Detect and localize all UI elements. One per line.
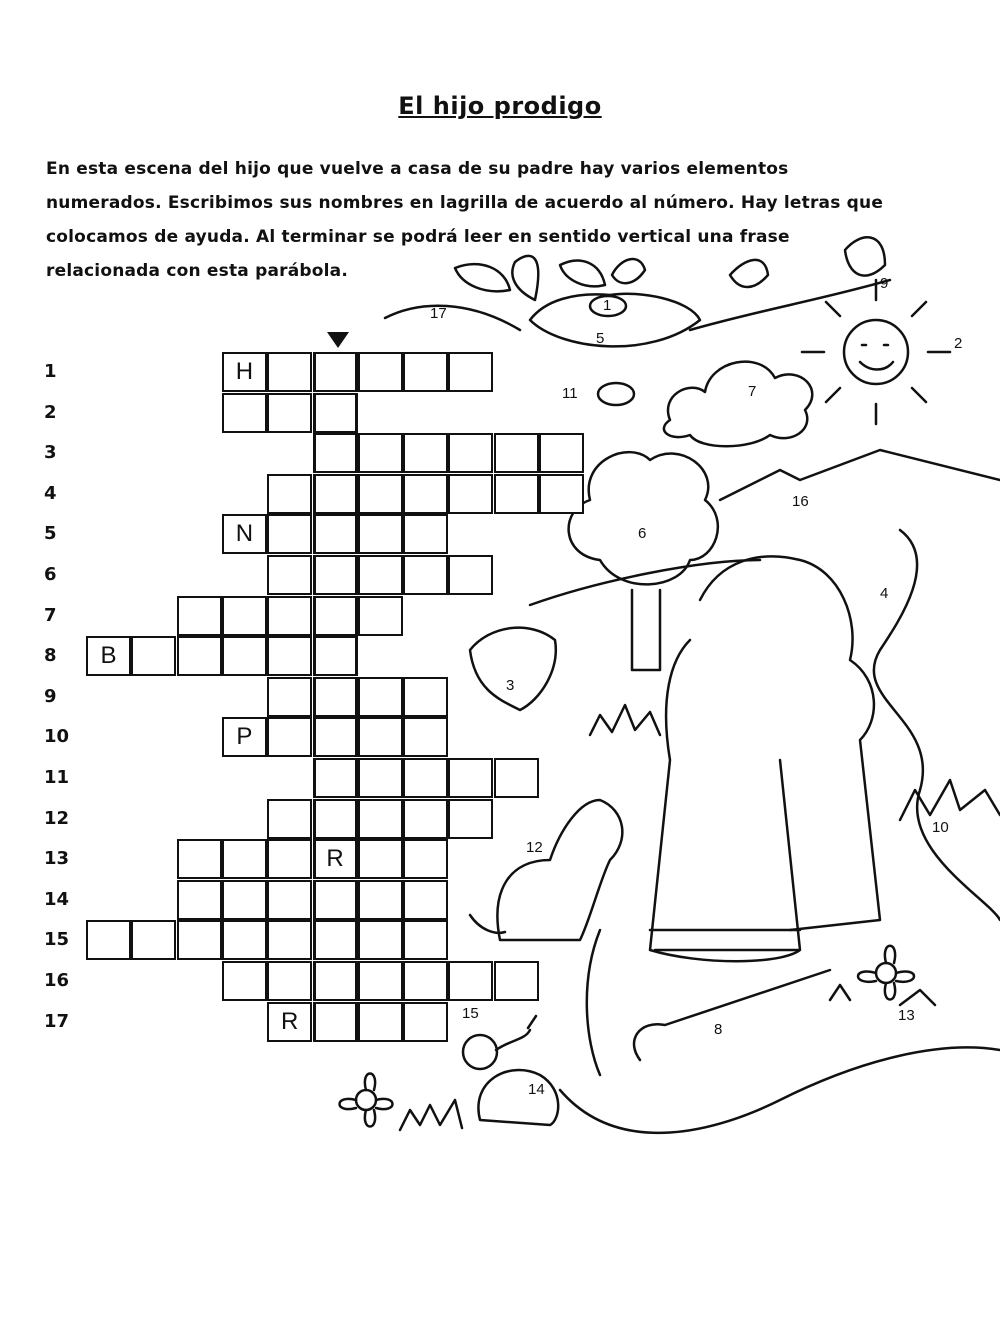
crossword-cell[interactable] — [358, 758, 403, 798]
crossword-cell[interactable] — [222, 920, 267, 960]
nest-icon — [530, 294, 700, 347]
crossword-cell[interactable] — [494, 433, 539, 473]
key-column-cell[interactable] — [313, 555, 358, 595]
crossword-cell[interactable] — [267, 839, 312, 879]
crossword-cell[interactable] — [267, 880, 312, 920]
hint-letter-cell[interactable]: R — [267, 1002, 312, 1042]
cloud-icon — [664, 362, 812, 447]
grass-icon — [900, 780, 1000, 820]
scene-label: 15 — [462, 1005, 479, 1022]
scene-label: 6 — [638, 525, 647, 542]
crossword-cell[interactable] — [358, 839, 403, 879]
crossword-cell[interactable] — [539, 433, 584, 473]
crossword-cell[interactable] — [358, 474, 403, 514]
crossword-cell[interactable] — [222, 961, 267, 1001]
hint-letter-cell[interactable]: P — [222, 717, 267, 757]
crossword-cell[interactable] — [267, 596, 312, 636]
crossword-cell[interactable] — [358, 799, 403, 839]
crossword-cell[interactable] — [358, 961, 403, 1001]
crossword-cell[interactable] — [358, 433, 403, 473]
scene-label: 10 — [932, 819, 949, 836]
scene-label: 4 — [880, 585, 889, 602]
scene-label: 9 — [880, 275, 889, 292]
crossword-cell[interactable] — [539, 474, 584, 514]
key-column-cell[interactable] — [313, 880, 358, 920]
snail-icon — [463, 1035, 497, 1069]
crossword-cell[interactable] — [358, 880, 403, 920]
key-column-cell[interactable] — [313, 758, 358, 798]
crossword-cell[interactable] — [448, 758, 493, 798]
son-figure-icon — [700, 556, 880, 930]
scene-label: 16 — [792, 493, 809, 510]
grass-icon — [400, 1100, 462, 1130]
crossword-cell[interactable] — [403, 799, 448, 839]
crossword-cell[interactable] — [448, 474, 493, 514]
crossword-cell[interactable] — [448, 352, 493, 392]
key-column-cell[interactable] — [313, 393, 358, 433]
row-number: 11 — [44, 767, 70, 788]
crossword-cell[interactable] — [403, 1002, 448, 1042]
row-number: 9 — [44, 685, 57, 707]
crossword-cell[interactable] — [403, 839, 448, 879]
scene-label: 2 — [954, 335, 963, 352]
crossword-cell[interactable] — [267, 352, 312, 392]
scene-label: 17 — [430, 305, 447, 322]
leaf-icon — [512, 256, 538, 300]
staff-icon — [634, 970, 830, 1060]
instructions-line: relacionada con esta parábola. — [46, 261, 348, 281]
hint-letter-cell[interactable]: H — [222, 352, 267, 392]
crossword-cell[interactable] — [358, 717, 403, 757]
row-number: 4 — [44, 482, 57, 504]
instructions-line: numerados. Escribimos sus nombres en lagrilla de acuerdo al número. Hay letras que — [46, 193, 884, 213]
crossword-cell[interactable] — [448, 961, 493, 1001]
crossword-cell[interactable] — [267, 717, 312, 757]
crossword-cell[interactable] — [403, 920, 448, 960]
crossword-cell[interactable] — [222, 596, 267, 636]
crossword-cell[interactable] — [358, 677, 403, 717]
crossword-cell[interactable] — [403, 474, 448, 514]
crossword-cell[interactable] — [131, 636, 176, 676]
row-number: 2 — [44, 401, 57, 423]
row-number: 8 — [44, 645, 57, 667]
scene-label: 3 — [506, 677, 515, 694]
scene-label: 7 — [748, 383, 757, 400]
crossword-cell[interactable] — [267, 514, 312, 554]
row-number: 10 — [44, 726, 70, 748]
crossword-cell[interactable] — [177, 880, 222, 920]
key-column-cell[interactable] — [313, 717, 358, 757]
row-number: 12 — [44, 807, 70, 829]
crossword-cell[interactable] — [358, 555, 403, 595]
crossword-cell[interactable] — [403, 514, 448, 554]
key-column-cell[interactable] — [313, 433, 358, 473]
crossword-cell[interactable] — [267, 636, 312, 676]
flower-icon — [356, 1090, 376, 1110]
row-number: 17 — [44, 1010, 70, 1032]
crossword-cell[interactable] — [358, 514, 403, 554]
key-column-cell[interactable] — [313, 961, 358, 1001]
key-column-cell[interactable] — [313, 474, 358, 514]
crossword-cell[interactable] — [403, 352, 448, 392]
row-number: 16 — [44, 970, 70, 991]
crossword-cell[interactable] — [177, 636, 222, 676]
scene-label: 12 — [526, 839, 543, 856]
row-number: 15 — [44, 929, 70, 951]
crossword-cell[interactable] — [403, 433, 448, 473]
row-number: 5 — [44, 523, 57, 545]
row-number: 3 — [44, 442, 57, 464]
scene-label: 11 — [562, 385, 578, 402]
crossword-cell[interactable] — [267, 677, 312, 717]
leaf-icon — [612, 259, 645, 283]
row-number: 6 — [44, 564, 57, 585]
instructions-line: colocamos de ayuda. Al terminar se podrá leer en sentido vertical una frase — [46, 227, 790, 247]
crossword-cell[interactable] — [131, 920, 176, 960]
key-column-cell[interactable] — [313, 677, 358, 717]
crossword-cell[interactable] — [494, 758, 539, 798]
instructions-line: En esta escena del hijo que vuelve a casa de su padre hay varios elementos — [46, 159, 789, 179]
key-column-cell[interactable] — [313, 352, 358, 392]
crossword-cell[interactable] — [222, 839, 267, 879]
leaf-icon — [560, 261, 605, 287]
crossword-cell[interactable] — [403, 677, 448, 717]
crossword-cell[interactable] — [222, 393, 267, 433]
row-number: 1 — [44, 361, 57, 382]
scene-label: 5 — [596, 330, 605, 347]
scene-label: 8 — [714, 1021, 723, 1038]
branch-line-icon — [385, 306, 520, 330]
crossword-cell[interactable] — [358, 596, 403, 636]
scene-label: 1 — [603, 297, 612, 314]
crossword-cell[interactable] — [403, 717, 448, 757]
crossword-cell[interactable] — [403, 555, 448, 595]
crossword-cell[interactable] — [177, 920, 222, 960]
mountain-icon — [720, 450, 1000, 500]
crossword-cell[interactable] — [448, 799, 493, 839]
key-column-cell[interactable] — [313, 1002, 358, 1042]
crossword-cell[interactable] — [448, 433, 493, 473]
row-number: 13 — [44, 848, 70, 870]
sun-icon — [844, 320, 908, 384]
crossword-cell[interactable] — [267, 474, 312, 514]
rock-icon — [478, 1070, 558, 1125]
crossword-cell[interactable] — [403, 961, 448, 1001]
road-icon — [874, 530, 1000, 920]
leaf-icon — [845, 237, 885, 275]
row-number: 14 — [44, 888, 70, 910]
crossword-cell[interactable] — [358, 1002, 403, 1042]
bee-icon — [598, 383, 634, 405]
grass-icon — [590, 705, 660, 735]
hint-letter-cell[interactable]: N — [222, 514, 267, 554]
scene-label: 14 — [528, 1081, 545, 1098]
bird-icon — [470, 628, 556, 710]
crossword-cell[interactable] — [403, 880, 448, 920]
crossword-cell[interactable] — [403, 758, 448, 798]
key-column-cell[interactable] — [313, 596, 358, 636]
crossword-cell[interactable] — [358, 352, 403, 392]
leaf-icon — [730, 260, 768, 287]
dog-icon — [497, 800, 622, 940]
crossword-cell[interactable] — [267, 920, 312, 960]
crossword-cell[interactable] — [448, 555, 493, 595]
hint-letter-cell[interactable]: B — [86, 636, 131, 676]
hint-letter-cell[interactable]: R — [313, 839, 358, 879]
crossword-cell[interactable] — [358, 920, 403, 960]
crossword-cell[interactable] — [267, 555, 312, 595]
crossword-cell[interactable] — [494, 474, 539, 514]
key-column-cell[interactable] — [313, 920, 358, 960]
crossword-cell[interactable] — [267, 961, 312, 1001]
key-column-cell[interactable] — [313, 636, 358, 676]
crossword-cell[interactable] — [494, 961, 539, 1001]
ground-line-icon — [560, 1047, 1000, 1132]
row-number: 7 — [44, 604, 57, 626]
flower-icon — [876, 963, 896, 983]
crossword-cell[interactable] — [222, 880, 267, 920]
key-column-arrow-icon — [327, 332, 349, 348]
crossword-cell[interactable] — [267, 393, 312, 433]
crossword-cell[interactable] — [222, 636, 267, 676]
crossword-cell[interactable] — [177, 839, 222, 879]
crossword-cell[interactable] — [267, 799, 312, 839]
father-figure-icon — [650, 640, 800, 961]
key-column-cell[interactable] — [313, 799, 358, 839]
scene-label: 13 — [898, 1007, 915, 1024]
key-column-cell[interactable] — [313, 514, 358, 554]
crossword-cell[interactable] — [177, 596, 222, 636]
leaf-icon — [455, 264, 510, 291]
crossword-cell[interactable] — [86, 920, 131, 960]
worksheet-title: El hijo prodigo — [398, 92, 602, 120]
